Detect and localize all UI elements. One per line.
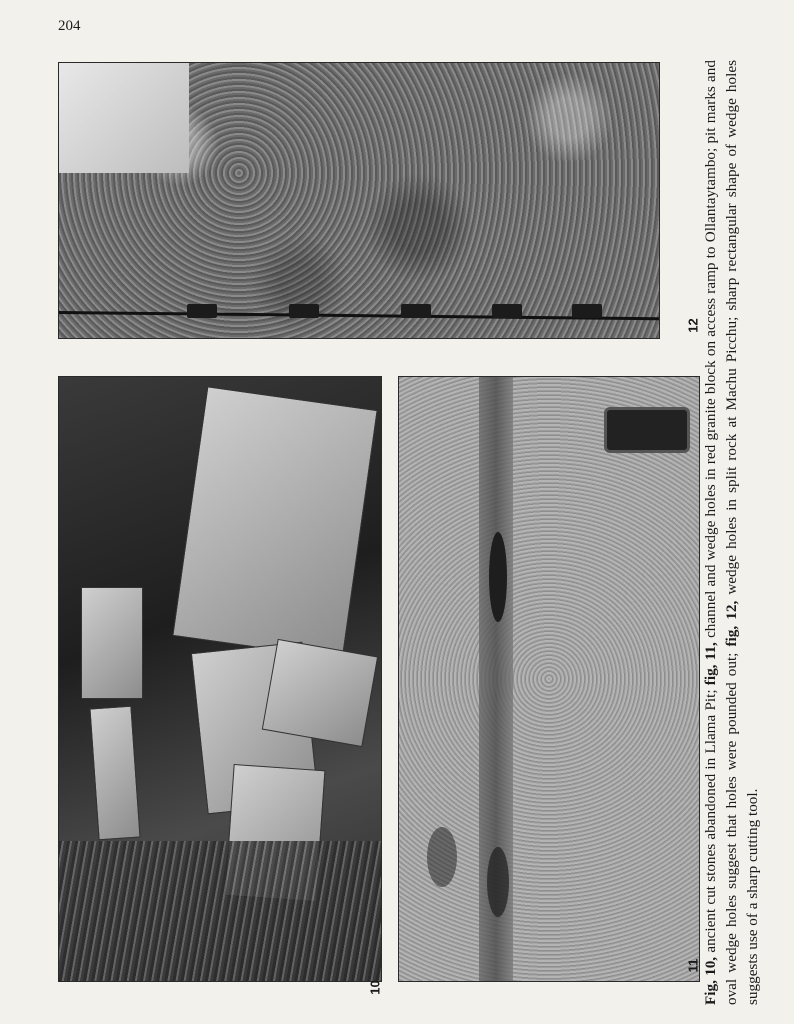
cut-stone-block [172, 386, 377, 659]
figure-10-label: 10 [367, 980, 383, 995]
cut-stone-block [81, 587, 143, 699]
page-number: 204 [58, 18, 81, 34]
pit-mark [427, 827, 457, 887]
figure-11-photo [398, 376, 700, 982]
caption-fig10-text: ancient cut stones abandoned in Llama Pit; [702, 685, 719, 957]
caption-fig10-ref: Fig, 10, [702, 956, 719, 1005]
figure-caption [700, 60, 763, 1005]
wedge-hole [492, 304, 522, 318]
caption-fig12-ref: fig, 12, [723, 600, 740, 647]
wedge-hole [187, 304, 217, 318]
split-line [59, 311, 659, 320]
wedge-hole [401, 304, 431, 318]
wedge-hole [572, 304, 602, 318]
caption-fig12-text: wedge holes in split rock at Machu Picchu; sharp rectangular shape of wedge holes suggests use of a sharp cutting tool. [723, 60, 761, 1005]
cut-stone-block [89, 706, 140, 841]
wedge-hole [289, 304, 319, 318]
oval-wedge-hole [487, 847, 509, 917]
caption-fig11-text: channel and wedge holes in red granite block on access ramp to Ollantaytambo; pit marks and oval wedge holes suggest that holes were pounded out; [702, 60, 740, 1005]
caption-fig11-ref: fig, 11, [702, 642, 719, 686]
cut-stone-block [262, 639, 378, 747]
grass-foreground [59, 841, 381, 981]
figure-10-photo [58, 376, 382, 982]
sky-area [59, 63, 189, 173]
figure-12-photo [58, 62, 660, 339]
oval-wedge-hole [489, 532, 507, 622]
figure-11-label: 11 [685, 958, 701, 973]
figure-12-label: 12 [685, 318, 701, 333]
rectangular-wedge-hole [604, 407, 690, 453]
